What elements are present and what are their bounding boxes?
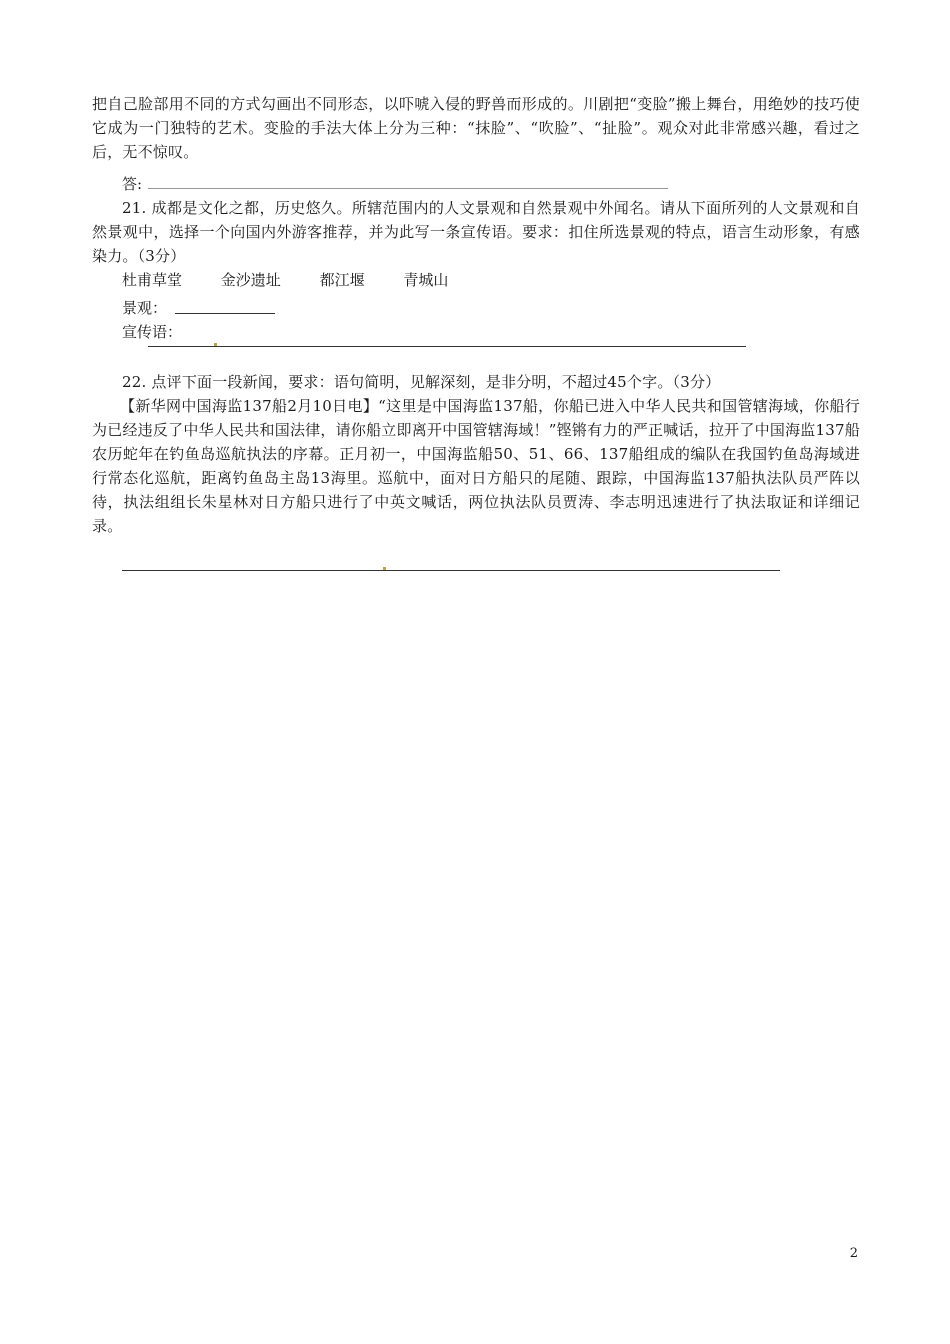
news-passage: 【新华网中国海监137船2月10日电】“这里是中国海监137船，你船已进入中华人民共和国管辖海域，你船行为已经违反了中华人民共和国法律，请你船立即离开中国管辖海域！”铿锵有力的严正喊话，拉开了中国海监137船农历蛇年在钓鱼岛巡航执法的序幕。正月初一，中国海监船50、51、66、137船组成的编队在我国钓鱼岛海域进行常态化巡航，距离钓鱼岛主岛13海里。巡航中，面对日方船只的尾随、跟踪，中国海监137船执法队员严阵以待，执法组组长朱星林对日方船只进行了中英文喊话，两位执法队员贾涛、李志明迅速进行了执法取证和详细记录。 <box>92 397 860 535</box>
slogan-blank-line <box>148 346 746 347</box>
passage-tail: 把自己脸部用不同的方式勾画出不同形态，以吓唬入侵的野兽而形成的。川剧把“变脸”搬上舞台，用绝妙的技巧使它成为一门独特的艺术。变脸的手法大体上分为三种：“抹脸”、“吹脸”、“扯脸”。观众对此非常感兴趣，看过之后，无不惊叹。 <box>92 95 860 161</box>
comment-blank-line <box>122 570 780 571</box>
page-number: 2 <box>849 1246 858 1261</box>
scenic-spot: 青城山 <box>403 271 449 289</box>
scan-mark <box>383 567 386 570</box>
question-22: 22. 点评下面一段新闻，要求：语句简明，见解深刻，是非分明，不超过45个字。（3分） <box>122 373 721 391</box>
scenic-spot: 杜甫草堂 <box>122 271 183 289</box>
slogan-label: 宣传语： <box>122 323 183 341</box>
scenic-spot-list <box>122 268 482 292</box>
question-21: 21. 成都是文化之都，历史悠久。所辖范围内的人文景观和自然景观中外闻名。请从下面所列的人文景观和自然景观中，选择一个向国内外游客推荐，并为此写一条宣传语。要求：扣住所选景观的特点，语言生动形象，有感染力。（3分） <box>92 199 860 265</box>
answer-label: 答: <box>122 175 143 193</box>
scenic-spot: 金沙遗址 <box>220 271 281 289</box>
scan-mark <box>214 343 217 346</box>
answer-blank-line <box>148 188 668 189</box>
scenery-label: 景观： <box>122 299 168 317</box>
scenery-blank-line <box>175 313 275 314</box>
scenic-spot: 都江堰 <box>319 271 365 289</box>
